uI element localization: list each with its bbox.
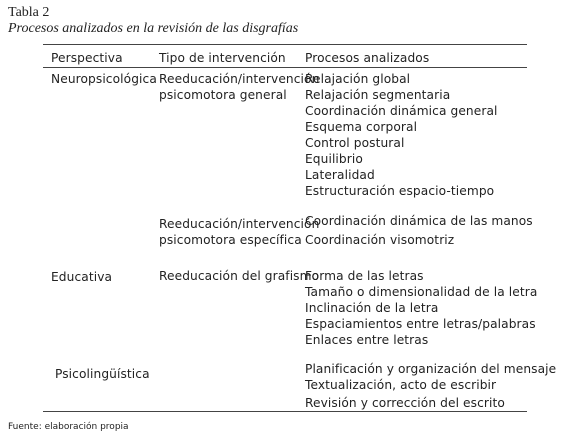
proceso-item: Planificación y organización del mensaje [305,362,557,376]
tipo-reeducacion-grafismo: Reeducación del grafismo [159,269,320,283]
tipo-line: psicomotora específica [159,233,302,247]
proceso-item: Relajación global [305,72,411,86]
tipo-psicomotora-especifica [159,216,319,248]
proceso-item: Forma de las letras [305,269,424,283]
proceso-item: Textualización, acto de escribir [305,378,497,392]
table-top-rule [43,44,527,45]
proceso-item: Equilibrio [305,152,363,166]
table-title: Procesos analizados en la revisión de las disgrafías [8,21,299,36]
header-tipo-intervencion: Tipo de intervención [159,51,286,65]
table-header-rule [43,67,527,68]
proceso-item: Lateralidad [305,168,375,182]
proceso-item: Relajación segmentaria [305,88,451,102]
tipo-psicomotora-general [159,71,319,103]
tipo-line: psicomotora general [159,88,287,102]
tipo-line: Reeducación/intervención [159,217,320,231]
procesos-grafismo [305,268,537,348]
proceso-item: Tamaño o dimensionalidad de la letra [305,285,538,299]
proceso-item: Estructuración espacio-tiempo [305,184,495,198]
proceso-item: Enlaces entre letras [305,333,429,347]
proceso-item: Revisión y corrección del escrito [305,396,505,410]
perspectiva-neuropsicologica: Neuropsicológica [51,72,157,86]
table-label: Tabla 2 [8,5,50,20]
header-perspectiva: Perspectiva [51,51,123,65]
proceso-item: Control postural [305,136,405,150]
table-source-note: Fuente: elaboración propia [8,422,129,432]
perspectiva-educativa: Educativa [51,270,113,284]
proceso-item: Coordinación dinámica general [305,104,498,118]
proceso-item: Esquema corporal [305,120,418,134]
header-procesos-analizados: Procesos analizados [305,51,430,65]
proceso-item: Coordinación dinámica de las manos [305,214,533,228]
tipo-line: Reeducación/intervención [159,72,320,86]
procesos-psicomotora-general [305,71,498,199]
proceso-item: Inclinación de la letra [305,301,439,315]
table-bottom-rule [43,411,527,412]
perspectiva-psicolinguistica: Psicolingüística [55,367,150,381]
proceso-item: Espaciamientos entre letras/palabras [305,317,536,331]
proceso-item: Coordinación visomotriz [305,233,455,247]
